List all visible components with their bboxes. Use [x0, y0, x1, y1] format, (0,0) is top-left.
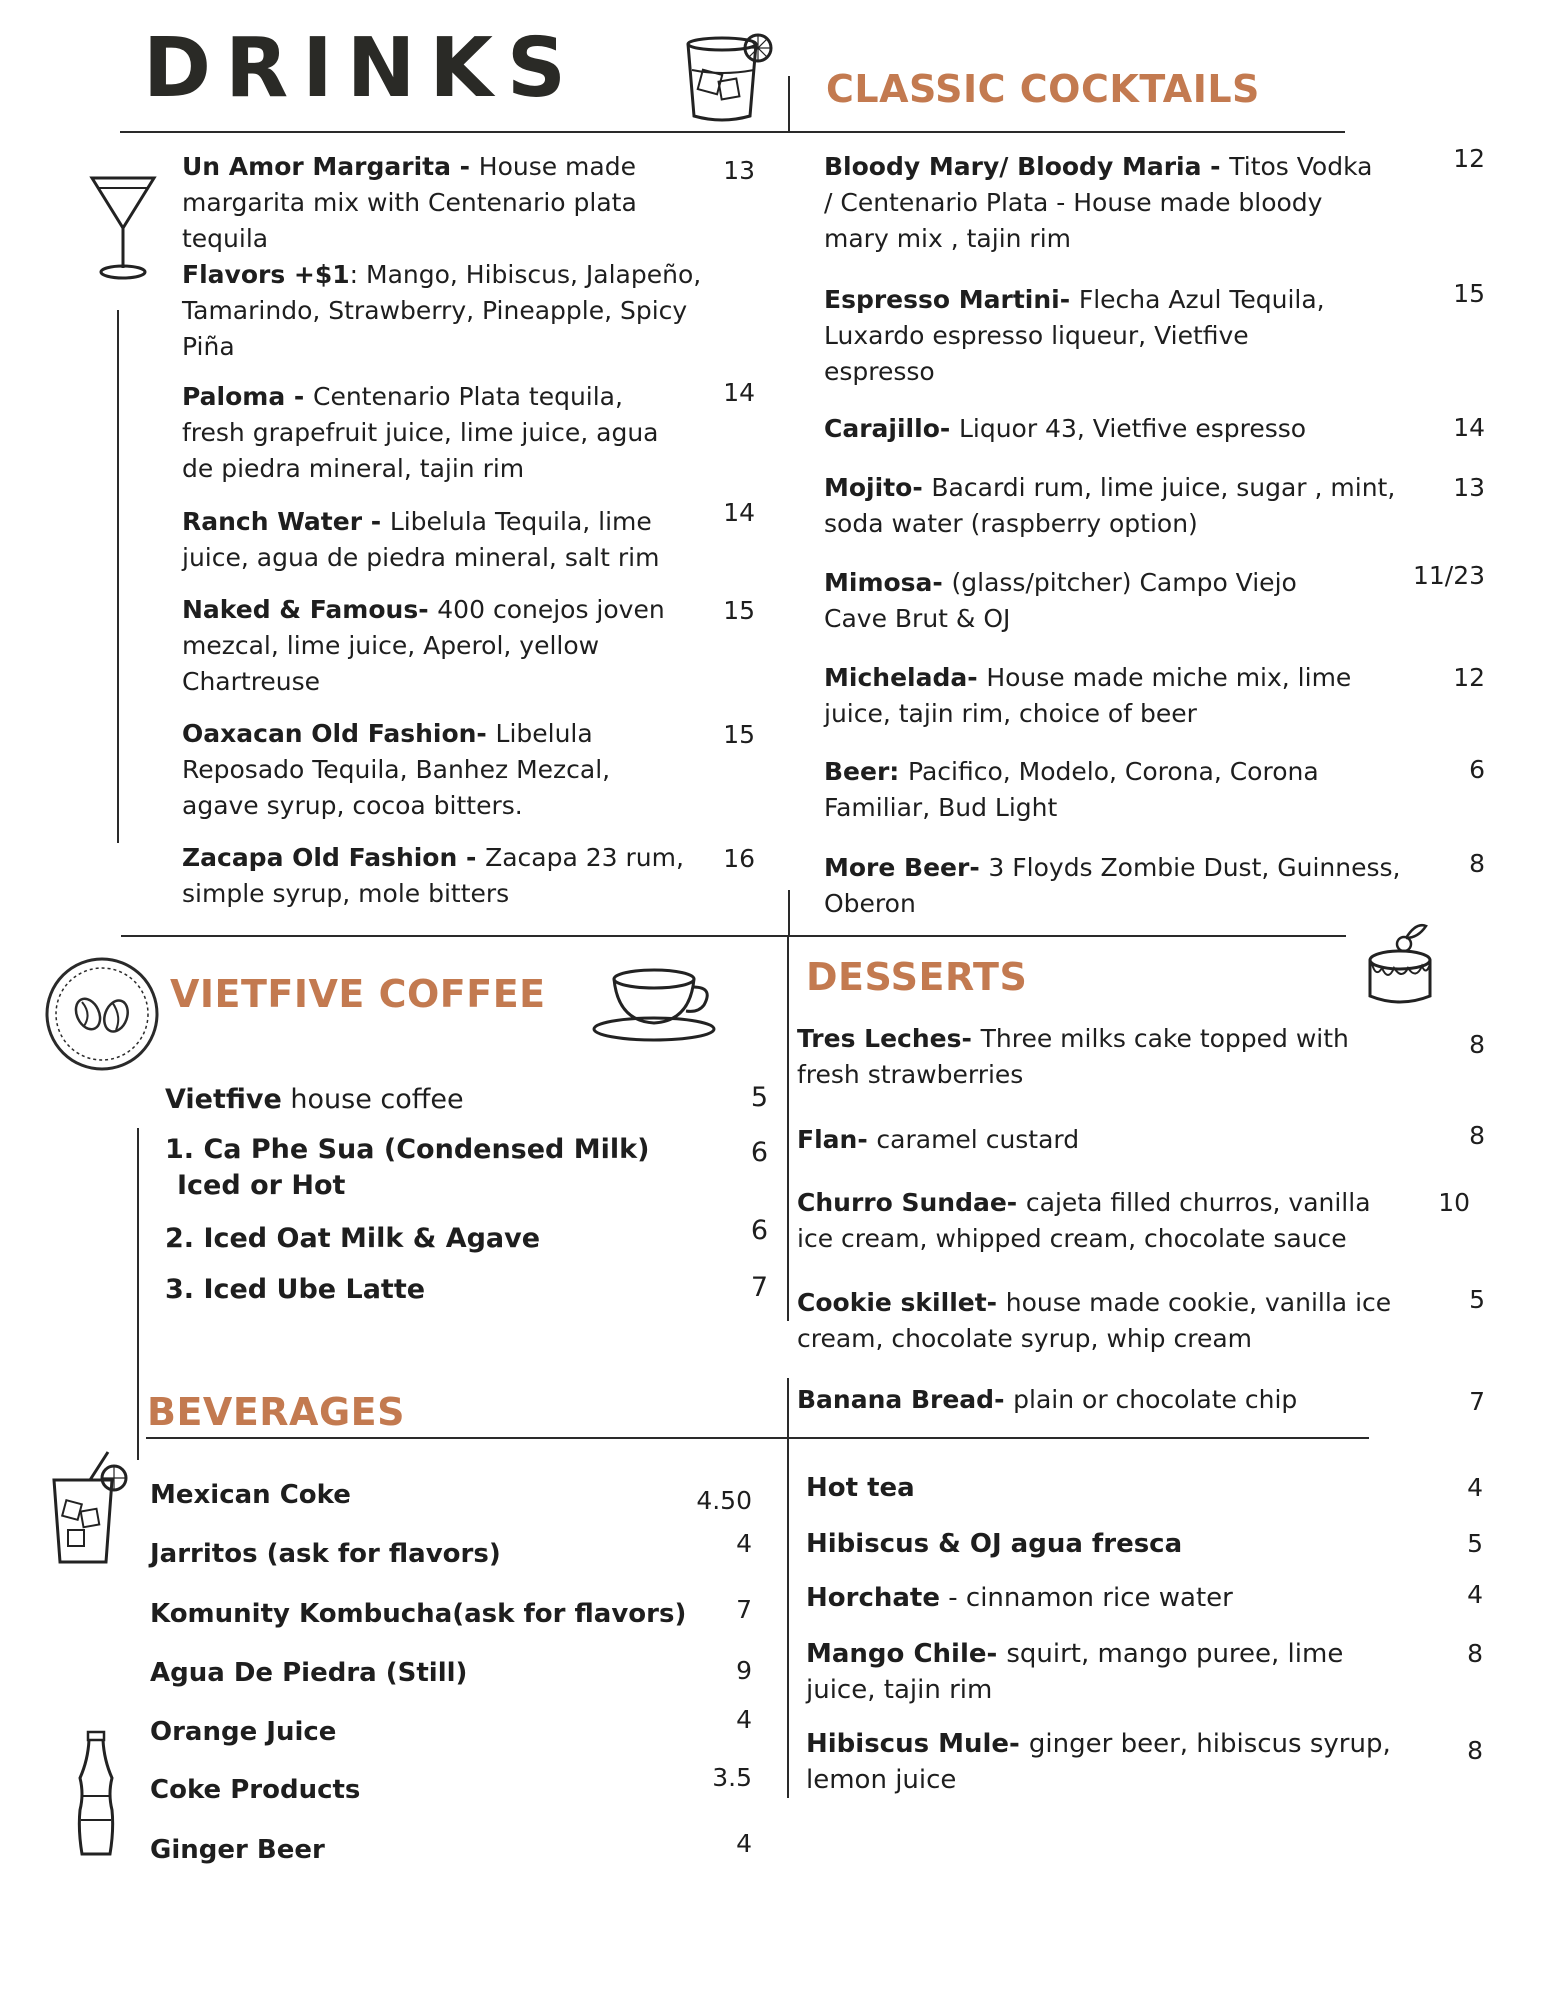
coffee-item — [165, 1082, 464, 1118]
item-price: 13 — [1453, 473, 1485, 502]
item-price: 4 — [1467, 1473, 1483, 1502]
item-name: Tres Leches- — [797, 1024, 981, 1053]
item-name: More Beer- — [824, 853, 989, 882]
middle-rule — [121, 935, 1346, 937]
menu-item — [824, 754, 1384, 826]
item-desc: squirt, mango puree, lime juice, tajin rim — [806, 1639, 1344, 1705]
item-desc: ginger beer, hibiscus syrup, lemon juice — [806, 1729, 1391, 1795]
item-name: Flan- — [797, 1125, 877, 1154]
item-name: Hibiscus & OJ agua fresca — [806, 1529, 1183, 1559]
item-name: Beer: — [824, 757, 908, 786]
item-name: Banana Bread- — [797, 1385, 1014, 1414]
item-price: 15 — [723, 596, 755, 625]
item-price: 5 — [750, 1082, 768, 1113]
menu-item — [824, 660, 1384, 732]
item-name: Bloody Mary/ Bloody Maria - — [824, 152, 1230, 181]
item-price: 14 — [723, 498, 755, 527]
desserts-divider — [787, 936, 789, 1321]
item-price: 9 — [736, 1656, 752, 1685]
flavors-text: : Mango, Hibiscus, Jalapeño, Tamarindo, Strawberry, Pineapple, Spicy Piña — [182, 260, 702, 361]
dessert-item — [797, 1382, 1397, 1418]
item-price: 4 — [736, 1529, 752, 1558]
item-price: 8 — [1467, 1736, 1483, 1765]
item-name: Mimosa- — [824, 568, 952, 597]
beverage-item — [806, 1580, 1396, 1616]
item-price: 6 — [750, 1137, 768, 1168]
beverages-divider — [787, 1378, 789, 1798]
item-desc: Three milks cake topped with fresh strawberries — [797, 1024, 1349, 1089]
coffee-side-line — [137, 1128, 139, 1460]
item-desc: Libelula Tequila, lime juice, agua de piedra mineral, salt rim — [182, 507, 660, 572]
item-price: 5 — [1467, 1529, 1483, 1558]
item-price: 8 — [1469, 849, 1485, 878]
beverage-item: Jarritos (ask for flavors) — [150, 1539, 501, 1569]
menu-item — [182, 379, 682, 487]
top-rule — [120, 131, 1345, 133]
item-desc: House made margarita mix with Centenario plata tequila — [182, 152, 637, 253]
item-price: 4.50 — [696, 1486, 752, 1515]
item-desc: Flecha Azul Tequila, Luxardo espresso liqueur, Vietfive espresso — [824, 285, 1325, 386]
item-price: 11/23 — [1412, 561, 1485, 590]
item-name: Carajillo- — [824, 414, 959, 443]
item-name: Mango Chile- — [806, 1639, 1007, 1669]
item-desc: Libelula Reposado Tequila, Banhez Mezcal, agave syrup, cocoa bitters. — [182, 719, 611, 820]
item-name: Naked & Famous- — [182, 595, 438, 624]
iced-drink-icon — [50, 1450, 130, 1566]
dessert-item — [797, 1185, 1407, 1257]
cocktail-side-line — [117, 310, 119, 843]
menu-item — [182, 716, 682, 824]
item-name: Mojito- — [824, 473, 932, 502]
item-desc: 3 Floyds Zombie Dust, Guinness, Oberon — [824, 853, 1401, 918]
item-name: 3. Iced Ube Latte — [165, 1274, 426, 1305]
beverage-item — [806, 1726, 1396, 1798]
item-price: 7 — [750, 1272, 768, 1303]
beverage-item — [806, 1470, 1396, 1506]
item-desc: Centenario Plata tequila, fresh grapefruit juice, lime juice, agua de piedra mineral, tajin rim — [182, 382, 659, 483]
item-price: 13 — [723, 156, 755, 185]
item-name: Zacapa Old Fashion - — [182, 843, 486, 872]
page-title: DRINKS — [143, 21, 580, 116]
item-sub: Iced or Hot — [177, 1170, 346, 1201]
beverages-heading: BEVERAGES — [147, 1390, 405, 1434]
item-desc: house coffee — [281, 1084, 464, 1115]
menu-item — [824, 470, 1404, 542]
item-price: 10 — [1438, 1188, 1470, 1217]
coffee-beans-badge-icon — [44, 956, 160, 1072]
item-price: 14 — [1453, 413, 1485, 442]
item-price: 3.5 — [712, 1763, 752, 1792]
item-price: 4 — [736, 1829, 752, 1858]
coffee-item — [165, 1272, 425, 1308]
item-name: Vietfive — [165, 1084, 282, 1115]
beverage-item — [806, 1526, 1396, 1562]
menu-item — [182, 149, 702, 365]
item-price: 6 — [750, 1215, 768, 1246]
item-desc: caramel custard — [876, 1125, 1080, 1154]
item-name: Un Amor Margarita - — [182, 152, 479, 181]
item-name: 1. Ca Phe Sua (Condensed Milk) — [165, 1134, 650, 1165]
item-price: 16 — [723, 844, 755, 873]
item-price: 5 — [1469, 1285, 1485, 1314]
item-desc: Bacardi rum, lime juice, sugar , mint, soda water (raspberry option) — [824, 473, 1396, 538]
item-desc: house made cookie, vanilla ice cream, chocolate syrup, whip cream — [797, 1288, 1392, 1353]
item-price: 8 — [1469, 1121, 1485, 1150]
coffee-item — [165, 1221, 540, 1257]
item-name: Paloma - — [182, 382, 313, 411]
flavors-label: Flavors +$1 — [182, 260, 350, 289]
dessert-cake-icon — [1360, 918, 1440, 1008]
item-name: Churro Sundae- — [797, 1188, 1026, 1217]
beverages-rule — [146, 1437, 1369, 1439]
item-desc: cajeta filled churros, vanilla ice cream, whipped cream, chocolate sauce — [797, 1188, 1371, 1253]
item-desc: Liquor 43, Vietfive espresso — [958, 414, 1307, 443]
item-name: Oaxacan Old Fashion- — [182, 719, 496, 748]
item-desc: House made miche mix, lime juice, tajin rim, choice of beer — [824, 663, 1352, 728]
beverage-item: Agua De Piedra (Still) — [150, 1658, 468, 1688]
item-price: 7 — [1469, 1387, 1485, 1416]
menu-item — [182, 504, 702, 576]
beverage-item: Ginger Beer — [150, 1835, 325, 1865]
item-name: Michelada- — [824, 663, 987, 692]
item-name: Hibiscus Mule- — [806, 1729, 1029, 1759]
item-name: Horchate — [806, 1583, 940, 1613]
item-price: 12 — [1453, 663, 1485, 692]
mid-divider — [788, 890, 790, 936]
item-desc: - cinnamon rice water — [939, 1583, 1233, 1613]
item-name: Ranch Water - — [182, 507, 390, 536]
item-price: 4 — [1467, 1580, 1483, 1609]
cocktail-glass-icon — [684, 30, 774, 124]
menu-item — [824, 149, 1384, 257]
menu-item — [182, 840, 702, 912]
dessert-item — [797, 1021, 1397, 1093]
vietfive-coffee-heading: VIETFIVE COFFEE — [170, 972, 546, 1016]
item-price: 15 — [1453, 279, 1485, 308]
beverage-item: Mexican Coke — [150, 1480, 351, 1510]
top-divider — [788, 76, 790, 133]
item-name: Cookie skillet- — [797, 1288, 1006, 1317]
item-desc: Pacifico, Modelo, Corona, Corona Familiar, Bud Light — [824, 757, 1319, 822]
item-price: 8 — [1469, 1030, 1485, 1059]
dessert-item — [797, 1285, 1397, 1357]
item-desc: plain or chocolate chip — [1013, 1385, 1298, 1414]
beverage-item: Komunity Kombucha(ask for flavors) — [150, 1599, 687, 1629]
item-desc: Titos Vodka / Centenario Plata - House made bloody mary mix , tajin rim — [824, 152, 1373, 253]
menu-item — [824, 411, 1384, 447]
item-price: 6 — [1469, 755, 1485, 784]
soda-bottle-icon — [74, 1730, 118, 1860]
dessert-item — [797, 1122, 1397, 1158]
menu-item — [824, 565, 1344, 637]
item-desc: 400 conejos joven mezcal, lime juice, Aperol, yellow Chartreuse — [182, 595, 665, 696]
item-price: 15 — [723, 720, 755, 749]
coffee-item — [165, 1132, 649, 1204]
item-name: Hot tea — [806, 1473, 915, 1503]
beverage-item: Coke Products — [150, 1775, 361, 1805]
item-desc: (glass/pitcher) Campo Viejo Cave Brut & OJ — [824, 568, 1297, 633]
item-price: 12 — [1453, 144, 1485, 173]
item-price: 8 — [1467, 1639, 1483, 1668]
item-price: 14 — [723, 378, 755, 407]
beverage-item: Orange Juice — [150, 1717, 337, 1747]
item-desc: Zacapa 23 rum, simple syrup, mole bitters — [182, 843, 684, 908]
menu-item — [824, 282, 1364, 390]
item-name: 2. Iced Oat Milk & Agave — [165, 1223, 541, 1254]
coffee-cup-icon — [592, 965, 718, 1045]
martini-glass-icon — [88, 170, 158, 282]
classic-cocktails-heading: CLASSIC COCKTAILS — [826, 67, 1260, 111]
desserts-heading: DESSERTS — [806, 955, 1028, 999]
menu-item — [824, 850, 1404, 922]
item-name: Espresso Martini- — [824, 285, 1079, 314]
item-price: 4 — [736, 1705, 752, 1734]
beverage-item — [806, 1636, 1366, 1708]
menu-item — [182, 592, 702, 700]
item-price: 7 — [736, 1595, 752, 1624]
